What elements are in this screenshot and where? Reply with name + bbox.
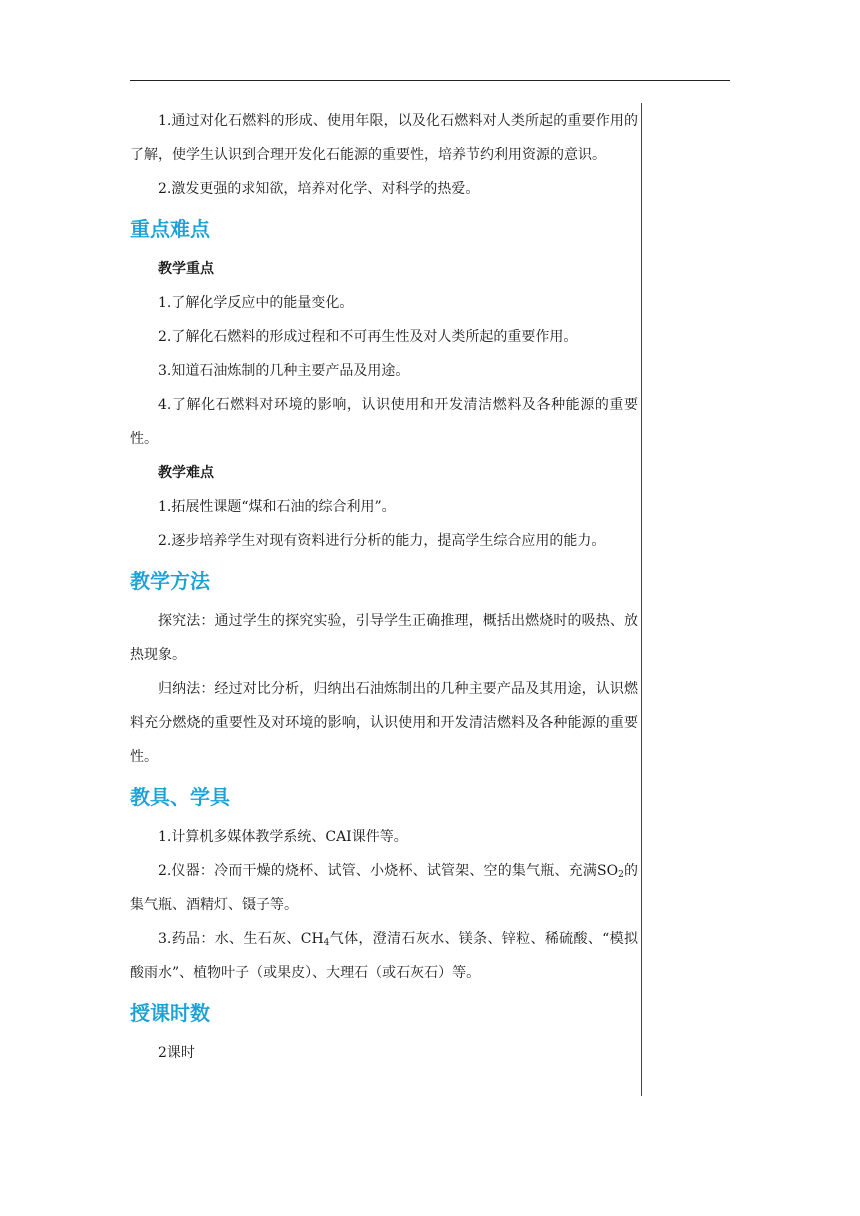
focus-subheading: 教学重点 xyxy=(158,261,214,277)
subscript: 2 xyxy=(618,870,624,880)
tools-item: 1.计算机多媒体教学系统、CAI课件等。 xyxy=(158,829,408,845)
tools-item xyxy=(130,854,638,922)
document-body xyxy=(130,104,638,1070)
difficulty-item: 1.拓展性课题“煤和石油的综合利用”。 xyxy=(158,499,396,515)
difficulty-item: 2.逐步培养学生对现有资料进行分析的能力，提高学生综合应用的能力。 xyxy=(158,533,606,549)
focus-item: 4.了解化石燃料对环境的影响，认识使用和开发清洁燃料及各种能源的重要性。 xyxy=(130,397,638,447)
margin-rule xyxy=(641,103,642,1096)
tools-item xyxy=(130,922,638,990)
focus-item: 1.了解化学反应中的能量变化。 xyxy=(158,295,354,311)
section-heading-methods: 教学方法 xyxy=(130,569,210,593)
focus-item: 2.了解化石燃料的形成过程和不可再生性及对人类所起的重要作用。 xyxy=(158,329,578,345)
tools-item-text: 3.药品：水、生石灰、CH xyxy=(158,931,324,947)
focus-item: 3.知道石油炼制的几种主要产品及用途。 xyxy=(158,363,410,379)
tools-item-text: 2.仪器：冷而干燥的烧杯、试管、小烧杯、试管架、空的集气瓶、充满SO xyxy=(158,863,619,879)
objective-paragraph-2: 2.激发更强的求知欲，培养对化学、对科学的热爱。 xyxy=(158,181,480,197)
section-heading-key-points: 重点难点 xyxy=(130,217,210,241)
method-item: 归纳法：经过对比分析，归纳出石油炼制出的几种主要产品及其用途，认识燃料充分燃烧的重要性及对环境的影响，认识使用和开发清洁燃料及各种能源的重要性。 xyxy=(130,681,638,765)
subscript: 4 xyxy=(323,938,330,948)
objective-paragraph-1: 1.通过对化石燃料的形成、使用年限，以及化石燃料对人类所起的重要作用的了解，使学生认识到合理开发化石能源的重要性，培养节约利用资源的意识。 xyxy=(130,113,638,163)
hours-value: 2课时 xyxy=(158,1045,195,1061)
tools-item-text: 的集气瓶、酒精灯、镊子等。 xyxy=(130,863,638,913)
tools-item-text: 气体，澄清石灰水、镁条、锌粒、稀硫酸、“模拟酸雨水”、植物叶子（或果皮）、大理石（或石灰石）等。 xyxy=(130,931,639,981)
difficulty-subheading: 教学难点 xyxy=(158,465,214,481)
section-heading-tools: 教具、学具 xyxy=(130,785,230,809)
header-rule xyxy=(130,80,730,81)
section-heading-hours: 授课时数 xyxy=(130,1001,210,1025)
method-item: 探究法：通过学生的探究实验，引导学生正确推理，概括出燃烧时的吸热、放热现象。 xyxy=(130,613,638,663)
